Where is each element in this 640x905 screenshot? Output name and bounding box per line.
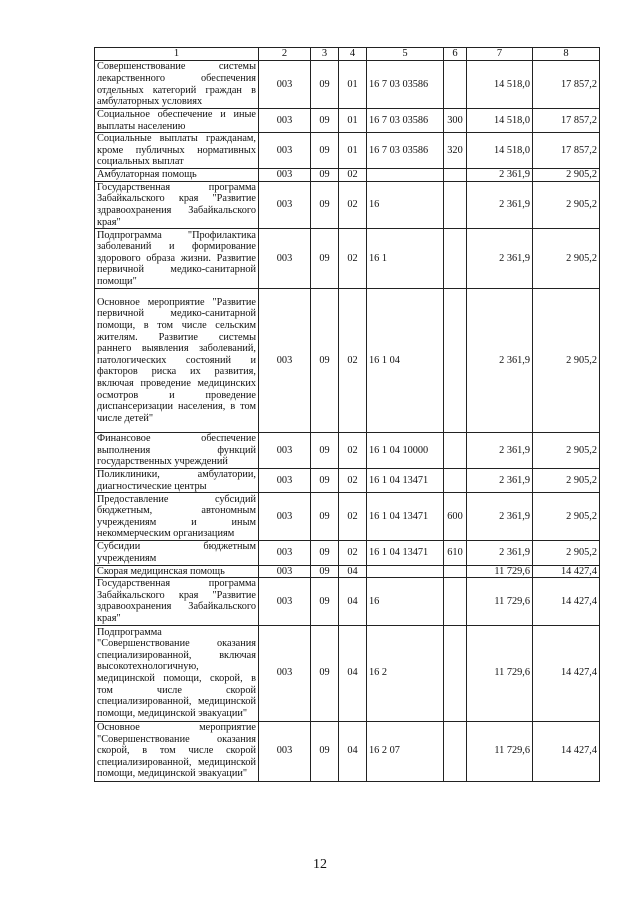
cell-expense-type: [444, 229, 467, 289]
budget-table: [94, 47, 600, 782]
cell-section: 09: [311, 289, 339, 433]
cell-amount-year1: 2 361,9: [467, 229, 533, 289]
cell-subsection: 01: [339, 61, 367, 109]
cell-target-article: 16 7 03 03586: [367, 133, 444, 169]
cell-subsection: 04: [339, 565, 367, 578]
row-name: Финансовое обеспечение выполнения функций государственных учреждений: [95, 433, 259, 469]
cell-section: 09: [311, 541, 339, 565]
table-row: [95, 625, 600, 721]
table-row: [95, 433, 600, 469]
row-name: Подпрограмма "Совершенствование оказания специализированной, включая высокотехнологичную, медицинской помощи, скорой, в том числе скорой специализированной, медицинской помощи, медицинской эвакуации": [95, 625, 259, 721]
cell-amount-year1: 2 361,9: [467, 493, 533, 541]
cell-target-article: [367, 169, 444, 182]
cell-admin-code: 003: [259, 109, 311, 133]
column-header: 8: [533, 48, 600, 61]
cell-target-article: 16 1: [367, 229, 444, 289]
cell-amount-year2: 17 857,2: [533, 61, 600, 109]
cell-expense-type: [444, 169, 467, 182]
table-row: [95, 721, 600, 781]
cell-amount-year2: 2 905,2: [533, 169, 600, 182]
cell-section: 09: [311, 493, 339, 541]
row-name: Поликлиники, амбулатории, диагностические центры: [95, 469, 259, 493]
cell-amount-year2: 2 905,2: [533, 541, 600, 565]
cell-amount-year2: 17 857,2: [533, 133, 600, 169]
cell-amount-year2: 2 905,2: [533, 493, 600, 541]
column-header: 1: [95, 48, 259, 61]
cell-amount-year1: 11 729,6: [467, 721, 533, 781]
cell-admin-code: 003: [259, 229, 311, 289]
cell-target-article: 16 1 04 13471: [367, 493, 444, 541]
cell-target-article: 16 1 04 13471: [367, 541, 444, 565]
table-row: [95, 109, 600, 133]
cell-target-article: 16 1 04 13471: [367, 469, 444, 493]
cell-section: 09: [311, 169, 339, 182]
cell-subsection: 02: [339, 433, 367, 469]
cell-expense-type: [444, 721, 467, 781]
cell-expense-type: [444, 181, 467, 228]
column-header: 4: [339, 48, 367, 61]
cell-target-article: 16 7 03 03586: [367, 61, 444, 109]
column-header: 5: [367, 48, 444, 61]
cell-amount-year2: 14 427,4: [533, 565, 600, 578]
cell-subsection: 02: [339, 289, 367, 433]
cell-admin-code: 003: [259, 289, 311, 433]
cell-amount-year1: 2 361,9: [467, 433, 533, 469]
cell-target-article: 16 2 07: [367, 721, 444, 781]
row-name: Основное мероприятие "Совершенствование оказания скорой, в том числе скорой специализированной, медицинской помощи, медицинской эвакуации": [95, 721, 259, 781]
row-name: Государственная программа Забайкальского края "Развитие здравоохранения Забайкальского края": [95, 181, 259, 228]
cell-subsection: 01: [339, 109, 367, 133]
cell-amount-year1: 2 361,9: [467, 469, 533, 493]
table-row: [95, 61, 600, 109]
row-name: Предоставление субсидий бюджетным, автономным учреждениям и иным некоммерческим организациям: [95, 493, 259, 541]
cell-amount-year1: 14 518,0: [467, 109, 533, 133]
cell-section: 09: [311, 229, 339, 289]
cell-expense-type: [444, 565, 467, 578]
cell-subsection: 02: [339, 493, 367, 541]
column-header: 6: [444, 48, 467, 61]
cell-amount-year1: 2 361,9: [467, 169, 533, 182]
row-name: Основное мероприятие "Развитие первичной медико-санитарной помощи, в том числе сельским жителям. Развитие системы раннего выявления заболеваний, патологических состояний и факторов риска их развития, включая проведение медицинских осмотров и проведение диспансеризации населения, в том числе детей": [95, 289, 259, 433]
column-header: 2: [259, 48, 311, 61]
table-row: [95, 181, 600, 228]
page-number: 12: [313, 857, 327, 872]
cell-section: 09: [311, 109, 339, 133]
cell-expense-type: 610: [444, 541, 467, 565]
cell-section: 09: [311, 469, 339, 493]
table-row: [95, 565, 600, 578]
cell-amount-year1: 11 729,6: [467, 578, 533, 625]
row-name: Социальное обеспечение и иные выплаты населению: [95, 109, 259, 133]
cell-admin-code: 003: [259, 181, 311, 228]
cell-admin-code: 003: [259, 541, 311, 565]
cell-target-article: 16 1 04 10000: [367, 433, 444, 469]
cell-section: 09: [311, 578, 339, 625]
table-row: [95, 229, 600, 289]
cell-amount-year1: 2 361,9: [467, 181, 533, 228]
cell-admin-code: 003: [259, 433, 311, 469]
cell-amount-year1: 11 729,6: [467, 625, 533, 721]
row-name: Совершенствование системы лекарственного обеспечения отдельных категорий граждан в амбулаторных условиях: [95, 61, 259, 109]
table-row: [95, 578, 600, 625]
row-name: Подпрограмма "Профилактика заболеваний и формирование здорового образа жизни. Развитие первичной медико-санитарной помощи": [95, 229, 259, 289]
cell-section: 09: [311, 133, 339, 169]
cell-subsection: 02: [339, 541, 367, 565]
cell-amount-year2: 14 427,4: [533, 625, 600, 721]
table-row: [95, 469, 600, 493]
row-name: Субсидии бюджетным учреждениям: [95, 541, 259, 565]
cell-expense-type: [444, 469, 467, 493]
cell-admin-code: 003: [259, 61, 311, 109]
cell-expense-type: 320: [444, 133, 467, 169]
cell-target-article: 16: [367, 578, 444, 625]
cell-admin-code: 003: [259, 565, 311, 578]
cell-amount-year2: 2 905,2: [533, 433, 600, 469]
cell-expense-type: [444, 289, 467, 433]
cell-section: 09: [311, 61, 339, 109]
cell-target-article: 16 7 03 03586: [367, 109, 444, 133]
cell-admin-code: 003: [259, 578, 311, 625]
table-row: [95, 169, 600, 182]
cell-admin-code: 003: [259, 133, 311, 169]
cell-section: 09: [311, 181, 339, 228]
table-row: [95, 133, 600, 169]
column-header: 7: [467, 48, 533, 61]
cell-subsection: 04: [339, 625, 367, 721]
cell-section: 09: [311, 721, 339, 781]
cell-subsection: 02: [339, 469, 367, 493]
cell-subsection: 02: [339, 181, 367, 228]
cell-amount-year2: 14 427,4: [533, 578, 600, 625]
cell-expense-type: 300: [444, 109, 467, 133]
table-row: [95, 493, 600, 541]
table-row: [95, 541, 600, 565]
cell-section: 09: [311, 625, 339, 721]
row-name: Скорая медицинская помощь: [95, 565, 259, 578]
cell-admin-code: 003: [259, 625, 311, 721]
cell-target-article: 16 1 04: [367, 289, 444, 433]
cell-expense-type: [444, 578, 467, 625]
cell-amount-year1: 11 729,6: [467, 565, 533, 578]
cell-expense-type: [444, 61, 467, 109]
row-name: Амбулаторная помощь: [95, 169, 259, 182]
cell-amount-year1: 2 361,9: [467, 289, 533, 433]
cell-subsection: 02: [339, 229, 367, 289]
cell-section: 09: [311, 433, 339, 469]
table-header-row: [95, 48, 600, 61]
cell-expense-type: 600: [444, 493, 467, 541]
cell-admin-code: 003: [259, 469, 311, 493]
cell-subsection: 02: [339, 169, 367, 182]
cell-amount-year1: 14 518,0: [467, 133, 533, 169]
cell-target-article: 16 2: [367, 625, 444, 721]
cell-expense-type: [444, 433, 467, 469]
cell-amount-year2: 2 905,2: [533, 181, 600, 228]
cell-admin-code: 003: [259, 169, 311, 182]
row-name: Государственная программа Забайкальского края "Развитие здравоохранения Забайкальского края": [95, 578, 259, 625]
cell-subsection: 04: [339, 721, 367, 781]
cell-expense-type: [444, 625, 467, 721]
cell-section: 09: [311, 565, 339, 578]
table-row: [95, 289, 600, 433]
cell-amount-year1: 14 518,0: [467, 61, 533, 109]
cell-subsection: 04: [339, 578, 367, 625]
row-name: Социальные выплаты гражданам, кроме публичных нормативных социальных выплат: [95, 133, 259, 169]
cell-amount-year2: 14 427,4: [533, 721, 600, 781]
cell-amount-year2: 2 905,2: [533, 289, 600, 433]
cell-amount-year2: 2 905,2: [533, 229, 600, 289]
cell-target-article: [367, 565, 444, 578]
cell-admin-code: 003: [259, 721, 311, 781]
cell-subsection: 01: [339, 133, 367, 169]
cell-target-article: 16: [367, 181, 444, 228]
cell-admin-code: 003: [259, 493, 311, 541]
cell-amount-year1: 2 361,9: [467, 541, 533, 565]
cell-amount-year2: 2 905,2: [533, 469, 600, 493]
column-header: 3: [311, 48, 339, 61]
cell-amount-year2: 17 857,2: [533, 109, 600, 133]
